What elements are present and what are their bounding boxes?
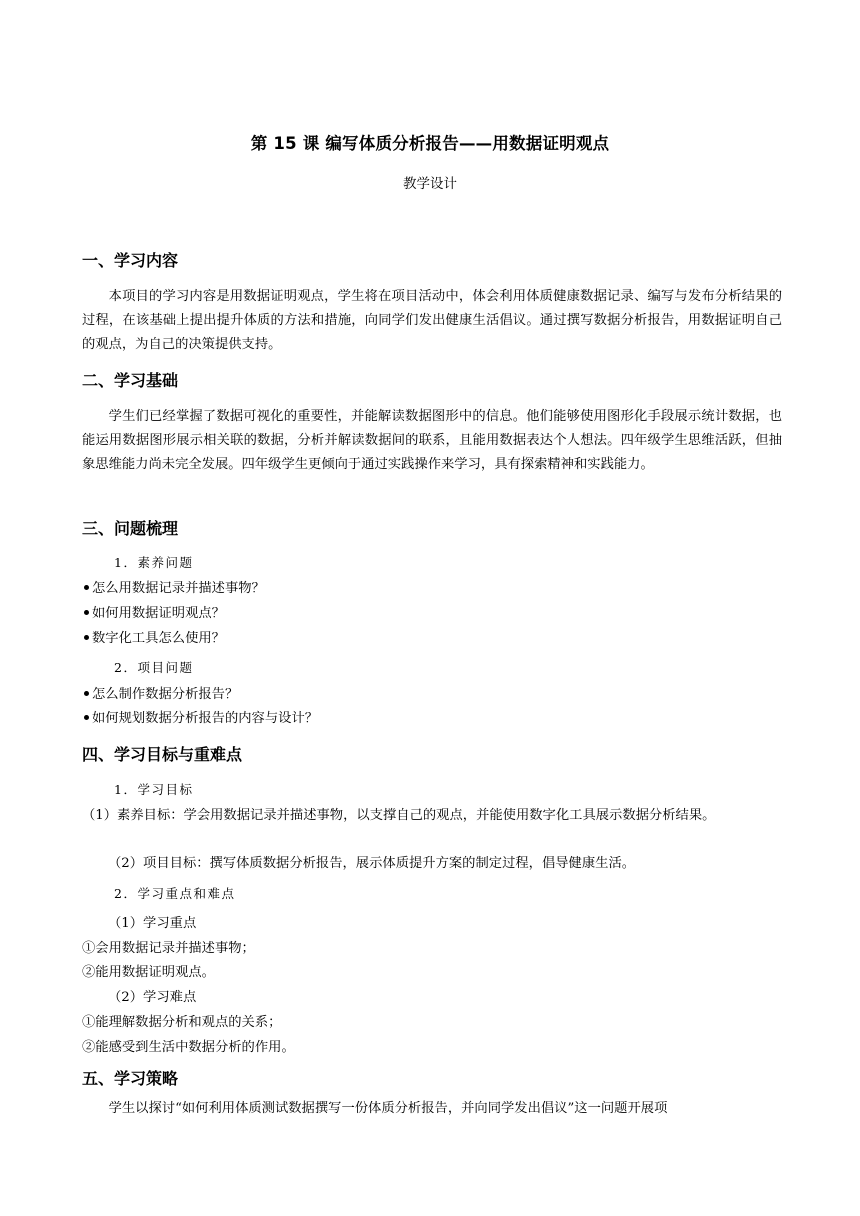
- list-item: ①能理解数据分析和观点的关系；: [82, 1015, 282, 1030]
- list-item: 如何用数据证明观点？: [82, 603, 225, 625]
- list-item: 怎么用数据记录并描述事物？: [82, 578, 265, 600]
- list-item: 数字化工具怎么使用？: [82, 628, 225, 650]
- group-label-key-difficult: 2．学习重点和难点: [114, 886, 236, 901]
- section-paragraph-content: 本项目的学习内容是用数据证明观点，学生将在项目活动中，体会利用体质健康数据记录、编写与发布分析结果的过程，在该基础上提出提升体质的方法和措施，向同学们发出健康生活倡议。通过撰写数据分析报告，用数据证明自己的观点，为自己的决策提供支持。: [82, 289, 782, 352]
- group-label-project: 2．项目问题: [114, 660, 194, 675]
- group-label-goals: 1．学习目标: [114, 782, 194, 797]
- goal-literacy: （1）素养目标：学会用数据记录并描述事物，以支撑自己的观点，并能使用数字化工具展示数据分析结果。: [82, 808, 716, 823]
- goal-project: （2）项目目标：撰写体质数据分析报告，展示体质提升方案的制定过程，倡导健康生活。: [108, 856, 636, 871]
- bullet-icon: [84, 691, 89, 696]
- difficult-points-heading: （2）学习难点: [108, 990, 197, 1005]
- bullet-icon: [84, 585, 89, 590]
- group-label-literacy: 1．素养问题: [114, 555, 194, 570]
- list-item: 怎么制作数据分析报告？: [82, 684, 238, 706]
- section-heading-basis: 二、学习基础: [82, 371, 179, 390]
- section-paragraph-basis: 学生们已经掌握了数据可视化的重要性，并能解读数据图形中的信息。他们能够使用图形化手段展示统计数据，也能运用数据图形展示相关联的数据，分析并解读数据间的联系，且能用数据表达个人想法。四年级学生思维活跃，但抽象思维能力尚未完全发展。四年级学生更倾向于通过实践操作来学习，具有探索精神和实践能力。: [82, 409, 782, 472]
- list-item: ②能感受到生活中数据分析的作用。: [82, 1040, 295, 1055]
- section-heading-content: 一、学习内容: [82, 251, 179, 270]
- bullet-icon: [84, 635, 89, 640]
- list-item: 如何规划数据分析报告的内容与设计？: [82, 708, 318, 730]
- page-subtitle: 教学设计: [403, 176, 457, 192]
- section-heading-strategy: 五、学习策略: [82, 1069, 179, 1088]
- section-heading-questions: 三、问题梳理: [82, 519, 179, 538]
- bullet-icon: [84, 610, 89, 615]
- page-title: 第 15 课 编写体质分析报告——用数据证明观点: [250, 134, 610, 153]
- section-paragraph-strategy: 学生以探讨“如何利用体质测试数据撰写一份体质分析报告，并向同学发出倡议”这一问题开展项: [108, 1101, 668, 1116]
- section-heading-goals: 四、学习目标与重难点: [82, 745, 243, 764]
- list-item: ①会用数据记录并描述事物；: [82, 941, 255, 956]
- list-item: ②能用数据证明观点。: [82, 965, 215, 980]
- key-points-heading: （1）学习重点: [108, 916, 197, 931]
- bullet-icon: [84, 715, 89, 720]
